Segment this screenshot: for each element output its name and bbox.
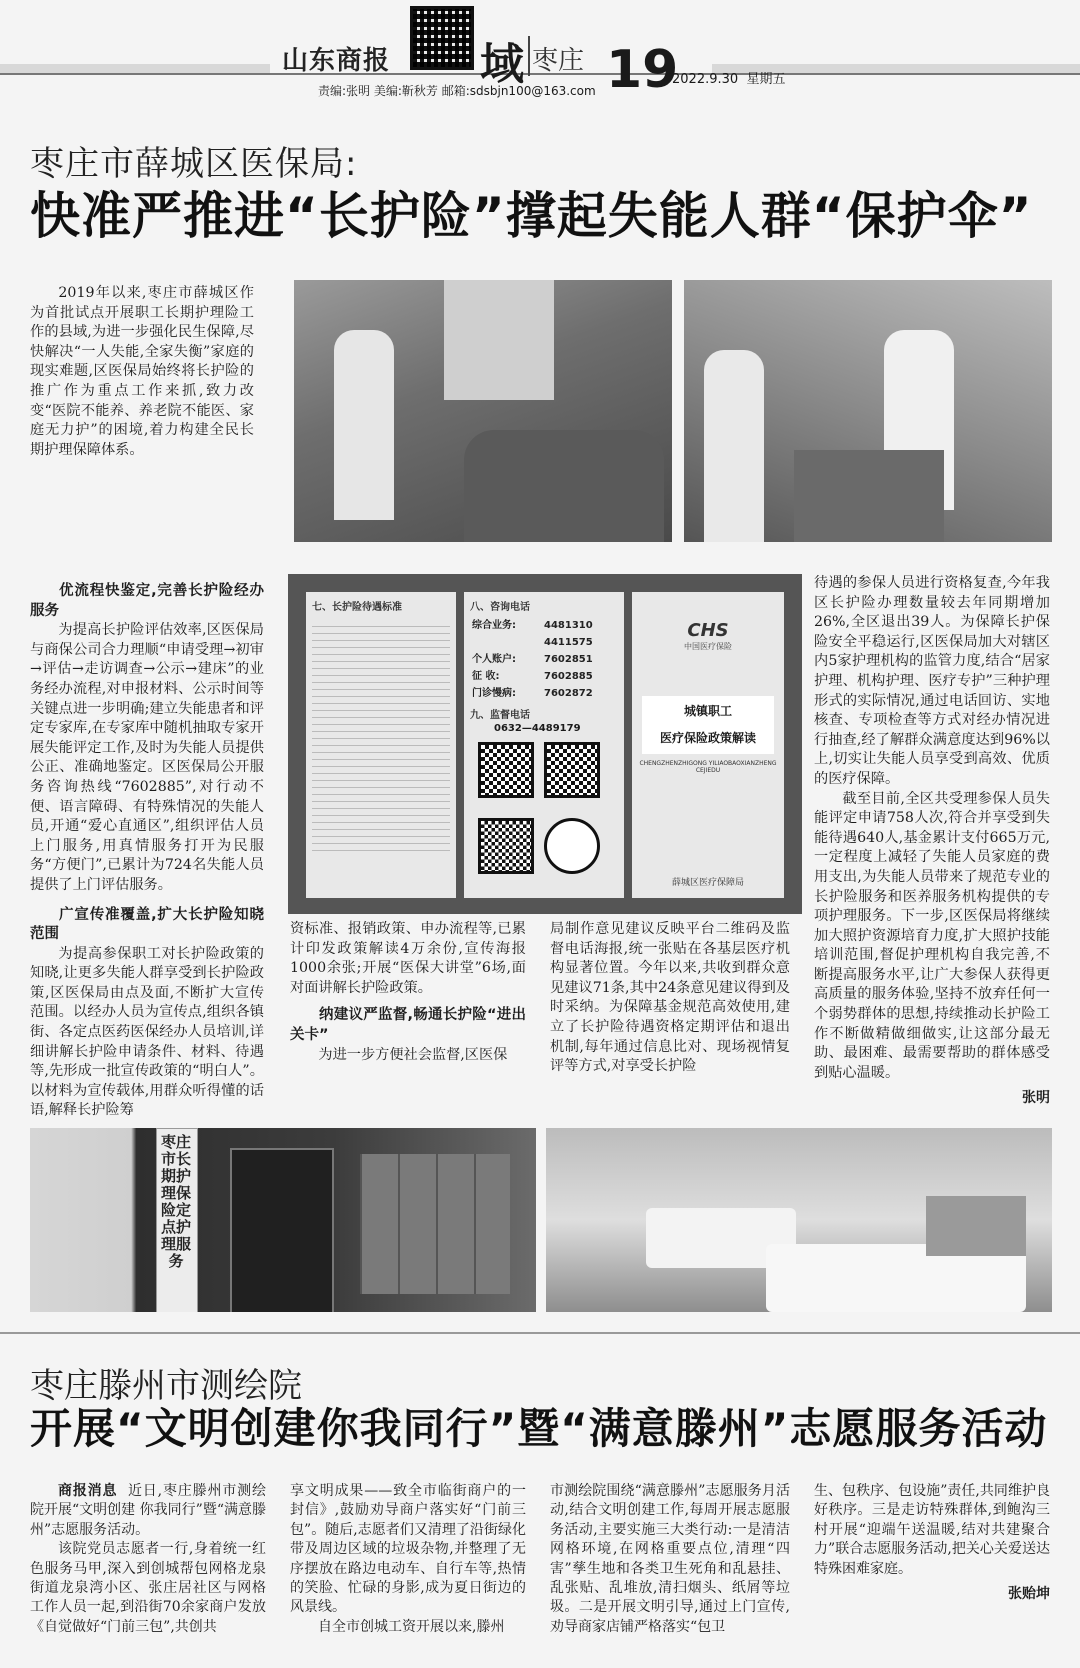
brochure-phone-row: [472, 651, 616, 668]
brochure-panel-left: 七、长护险待遇标准: [306, 592, 456, 898]
article2-column-1: 商报消息 近日,枣庄滕州市测绘院开展“文明创建 你我同行”暨“满意滕州”志愿服务活动。 该院党员志愿者一行,身着统一红色服务马甲,深入到创城帮包网格龙泉街道龙泉湾小区、张庄居社区与网格工作人员一起,到沿街70余家商户发放《自觉做好“门前三包”,共创共: [30, 1483, 267, 1635]
phone-number: 4481310: [544, 620, 593, 631]
section-name: 域: [480, 39, 524, 90]
section-divider: [528, 36, 530, 76]
phone-number: 7602885: [544, 671, 593, 682]
section1-title: 优流程快鉴定,完善长护险经办服务: [30, 583, 264, 619]
brochure-phone-row: [472, 668, 616, 685]
article2-column-4: 生、包秩序、包设施”责任,共同维护良好秩序。三是走访特殊群体,到鲍沟三村开展“迎端午送温暖,结对共建聚合力”联合志愿服务活动,把关心关爱送达特殊困难家庭。 张贻坤: [814, 1482, 1050, 1604]
phone-label: [472, 634, 544, 651]
photo-bedside-assessment: [684, 280, 1052, 542]
editor-credits: 责编:张明 美编:靳秋芳 邮箱:sdsbjn100@163.com: [318, 84, 596, 98]
article2-column-2: 享文明成果——致全市临街商户的一封信》,鼓励劝导商户落实好“门前三包”。随后,志愿者们又清理了沿街绿化带及周边区域的垃圾杂物,并整理了无序摆放在路边电动车、自行车等,热情的笑脸、忙碌的身影,成为夏日街边的风景线。 自全市创城工资开展以来,滕州: [290, 1483, 526, 1635]
photo-policy-brochure: [288, 574, 802, 914]
section3-title: 纳建议严监督,畅通长护险“进出关卡”: [290, 1007, 526, 1043]
article-divider: [0, 1332, 1080, 1334]
page-number: 19: [606, 40, 679, 100]
section2-title: 广宣传准覆盖,扩大长护险知晓范围: [30, 906, 264, 943]
brochure-phone-row: [472, 685, 616, 702]
article1-headline: 快准严推进“长护险”撑起失能人群“保护伞”: [30, 187, 1033, 245]
article2-column-3: 市测绘院围绕“满意滕州”志愿服务月活动,结合文明创建工作,每周开展志愿服务活动,主要实施三大类行动:一是清洁网格环境,在网格重要点位,清理“四害”孳生地和各类卫生死角和乱悬挂、乱张贴、乱堆放,清扫烟头、纸屑等垃圾。二是开展文明引导,通过上门宣传,劝导商家店铺严格落实“包卫: [550, 1483, 790, 1635]
region-name: 枣庄: [532, 46, 585, 76]
article1-byline: 张明: [1022, 1090, 1050, 1107]
photo-nursing-ward: [546, 1128, 1052, 1312]
paper-logo: 山东商报: [282, 46, 391, 76]
article2-headline: 开展“文明创建你我同行”暨“满意滕州”志愿服务活动: [30, 1404, 1048, 1453]
phone-number: 4411575: [544, 637, 593, 648]
photo-home-visit: [294, 280, 672, 542]
article1-column-4: 待遇的参保人员进行资格复查,今年我区长护险办理数量较去年同期增加26%,全区退出39人。为保障长护保险安全平稳运行,区医保局加大对辖区内5家护理机构的监管力度,结合“居家护理、机构护理、医疗专护”三种护理形式的实际情况,通过电话回访、实地核查、专项检查等方式对经办情况进行抽查,经了解群众满意度达到96%以上,切实让失能人员享受到高效、优质的医疗保障。 截至目前,全区共受理参保人员失能评定申请758人次,符合并享受到失能待遇640人,基金累计支付665万元,一定程度上减轻了失能人员家庭的费用支出,为失能人员带来了规范专业的长护险服务和医养服务机构提供的专项护理服务。下一步,区医保局将继续加大照护资源培育力度,扩大照护技能培训范围,督促护理机构自我完善,不断提高服务水平,让广大参保人获得更高质量的服务体验,坚持不放弃任何一个弱势群体的思想,持续推动长护险工作不断做精做细做实,让这部分最无助、最困难、最需要帮助的群体感受到贴心温暖。 张明: [814, 574, 1050, 1109]
article1-column-3: 局制作意见建议反映平台二维码及监督电话海报,统一张贴在各基层医疗机构显著位置。今年以来,共收到群众意见建议71条,其中24条意见建议得到及时采纳。为保障基金规范高效使用,建立了长护险待遇资格定期评估和退出机制,每年通过信息比对、现场视情复评等方式,对享受长护险: [550, 921, 790, 1075]
phone-label: 门诊慢病:: [472, 688, 516, 699]
brochure-phone-row: [472, 634, 616, 651]
article2-kicker: 枣庄滕州市测绘院: [30, 1366, 302, 1406]
brochure-panel-middle: 八、咨询电话 综合业务: 4481310 4411575 个人账户: 7602851 征 收: 7602885 门诊慢病: 7602872 九、监督电话 0632—4489179: [464, 592, 624, 898]
article1-column-1: 优流程快鉴定,完善长护险经办服务 为提高长护险评估效率,区医保局与商保公司合力理顺“申请受理→初审→评估→走访调查→公示→建床”的业务经办流程,对申报材料、公示时间等关键点进一步明确;建立失能患者和评定专家库,在专家库中随机抽取专家开展失能评定工作,及时为失能人员提供公正、准确地鉴定。区医保局公开服务咨询热线“7602885”,对行动不便、语言障碍、有特殊情况的失能人员,开通“爱心直通区”,组织评估人员上门服务,用真情服务打开为民服务“方便门”,已累计为724名失能人员提供了上门评估服务。 广宣传准覆盖,扩大长护险知晓范围 为提高参保职工对长护险政策的知晓,让更多失能人群享受到长护险政策,区医保局由点及面,不断扩大宣传范围。以经办人员为宣传点,组织各镇街、各定点医药医保经办人员培训,详细讲解长护险申请条件、材料、待遇等,先形成一批宣传政策的“明白人”。以材料为宣传载体,用群众听得懂的话语,解释长护险筹: [30, 583, 264, 1119]
article1-intro: 2019年以来,枣庄市薛城区作为首批试点开展职工长期护理险工作的县域,为进一步强化民生保障,尽快解决“一人失能,全家失衡”家庭的现实难题,区医保局始终将长护险的推广作为重点工作来抓,致力改变“医院不能养、养老院不能医、家庭无力护”的困境,着力构建全民长期护理保障体系。: [30, 285, 254, 458]
qr-code-icon: [410, 6, 474, 70]
phone-number: 7602851: [544, 654, 593, 665]
phone-label: 征 收:: [472, 671, 500, 682]
photo-nursing-site-entrance: [30, 1128, 536, 1312]
issue-date: 2022.9.30 星期五: [672, 72, 786, 87]
phone-label: 综合业务:: [472, 620, 516, 631]
phone-label: 个人账户:: [472, 654, 516, 665]
article2-byline: 张贻坤: [1008, 1586, 1050, 1603]
brochure-panel-right: CHS 中国医疗保险 城镇职工 医疗保险政策解读 CHENGZHENZHIGONG YILIAOBAOXIANZHENGCEJIEDU 薛城区医疗保障局: [632, 592, 784, 898]
article1-column-2: 资标准、报销政策、申办流程等,已累计印发政策解读4万余份,宣传海报1000余张;开展“医保大讲堂”6场,面对面讲解长护险政策。 纳建议严监督,畅通长护险“进出关卡” 为进一步方便社会监督,区医保: [290, 921, 526, 1063]
article1-kicker: 枣庄市薛城区医保局:: [30, 144, 358, 184]
brochure-phone-row: [472, 617, 616, 634]
phone-number: 7602872: [544, 688, 593, 699]
nursing-site-sign: 枣庄市长期护理保险定点护理服务: [160, 1133, 191, 1270]
